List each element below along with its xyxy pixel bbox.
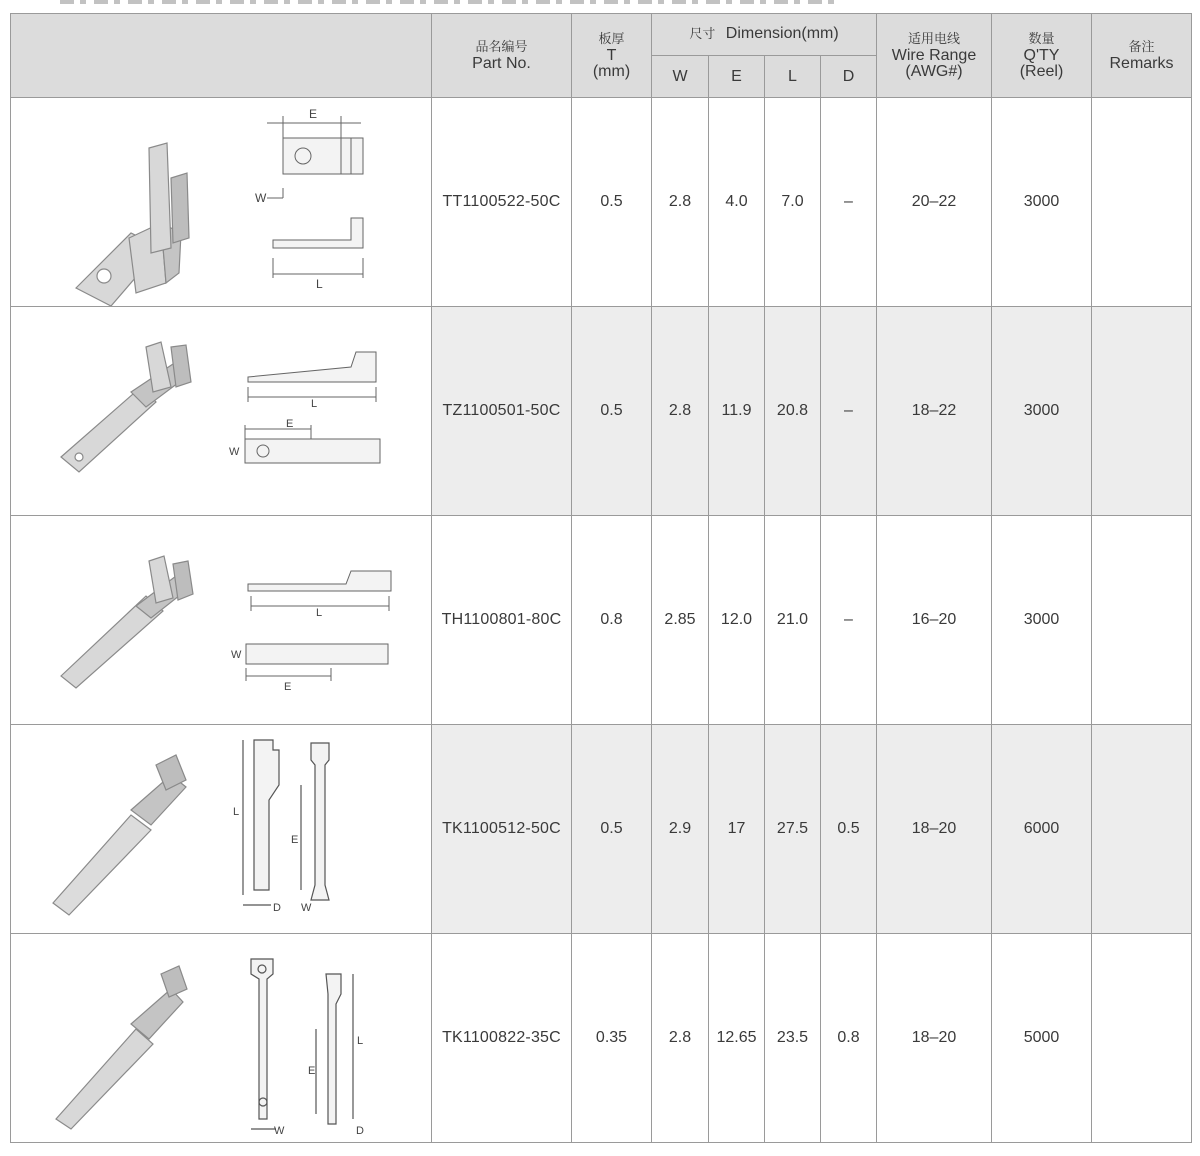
dimension-header — [652, 14, 877, 56]
remarks-value — [1092, 98, 1192, 307]
terminal-drawing-cell — [11, 725, 432, 934]
dim-d-header: D — [821, 56, 877, 98]
label-d: D — [356, 1125, 364, 1137]
label-l: L — [357, 1035, 364, 1047]
remarks-value — [1092, 725, 1192, 934]
wire-range-header-en: Wire Range — [891, 46, 977, 64]
dim-w-value: 2.9 — [652, 725, 709, 934]
terminal-drawing-cell — [11, 98, 432, 307]
thickness-value: 0.5 — [572, 307, 652, 516]
label-e: E — [284, 681, 292, 693]
remarks-value — [1092, 307, 1192, 516]
part-number: TH1100801-80C — [432, 516, 572, 725]
part-no-header-zh: 品名编号 — [475, 39, 528, 55]
part-no-header — [432, 14, 572, 98]
thickness-value: 0.5 — [572, 98, 652, 307]
remarks-header-en: Remarks — [1109, 54, 1174, 72]
table-row — [11, 725, 1192, 934]
part-number: TT1100522-50C — [432, 98, 572, 307]
remarks-header — [1092, 14, 1192, 98]
label-e: E — [286, 418, 294, 430]
dim-l-value: 23.5 — [765, 934, 821, 1143]
label-w: W — [301, 902, 312, 914]
label-w: W — [229, 446, 240, 458]
label-e: E — [309, 107, 318, 121]
terminal-drawing — [11, 98, 432, 306]
label-l: L — [316, 277, 323, 291]
wire-range-header-unit: (AWG#) — [905, 62, 963, 80]
thickness-header — [572, 14, 652, 98]
thickness-header-zh: 板厚 — [598, 31, 625, 47]
label-d: D — [273, 902, 281, 914]
wire-range-value: 18–20 — [877, 934, 992, 1143]
label-l: L — [233, 806, 240, 818]
thickness-value: 0.8 — [572, 516, 652, 725]
terminal-spec-table — [10, 13, 1192, 1143]
dim-l-value: 20.8 — [765, 307, 821, 516]
wire-range-value: 18–20 — [877, 725, 992, 934]
terminal-drawing-cell — [11, 934, 432, 1143]
thickness-header-symbol: T — [606, 46, 617, 64]
thickness-header-unit: (mm) — [592, 62, 631, 80]
qty-value: 3000 — [992, 307, 1092, 516]
dim-w-value: 2.8 — [652, 307, 709, 516]
wire-range-header — [877, 14, 992, 98]
wire-range-header-zh: 适用电线 — [907, 31, 960, 47]
terminal-drawing-cell — [11, 516, 432, 725]
dim-l-value: 27.5 — [765, 725, 821, 934]
dim-e-value: 17 — [709, 725, 765, 934]
dim-w-value: 2.8 — [652, 98, 709, 307]
table-row — [11, 307, 1192, 516]
dim-w-header: W — [652, 56, 709, 98]
remarks-value — [1092, 934, 1192, 1143]
dim-l-header: L — [765, 56, 821, 98]
image-header — [11, 14, 432, 98]
dimension-header-zh: 尺寸 — [689, 27, 716, 42]
part-number: TZ1100501-50C — [432, 307, 572, 516]
top-decoration-strip — [60, 0, 840, 4]
wire-range-value: 18–22 — [877, 307, 992, 516]
terminal-drawing — [11, 516, 432, 724]
dim-w-value: 2.85 — [652, 516, 709, 725]
dim-d-value: 0.5 — [821, 725, 877, 934]
dim-l-value: 7.0 — [765, 98, 821, 307]
dim-d-value: – — [821, 516, 877, 725]
qty-header — [992, 14, 1092, 98]
dim-e-header: E — [709, 56, 765, 98]
dim-d-value: – — [821, 98, 877, 307]
qty-header-unit: (Reel) — [1019, 62, 1064, 80]
qty-value: 6000 — [992, 725, 1092, 934]
wire-range-value: 20–22 — [877, 98, 992, 307]
terminal-drawing — [11, 725, 432, 933]
label-l: L — [316, 607, 323, 619]
qty-value: 3000 — [992, 516, 1092, 725]
terminal-drawing — [11, 307, 432, 515]
label-e: E — [308, 1065, 316, 1077]
dim-d-value: – — [821, 307, 877, 516]
remarks-value — [1092, 516, 1192, 725]
dim-d-value: 0.8 — [821, 934, 877, 1143]
part-no-header-en: Part No. — [472, 54, 531, 72]
part-number: TK1100822-35C — [432, 934, 572, 1143]
part-number: TK1100512-50C — [432, 725, 572, 934]
label-w: W — [231, 649, 242, 661]
qty-header-zh: 数量 — [1028, 31, 1055, 47]
terminal-drawing-cell — [11, 307, 432, 516]
remarks-header-zh: 备注 — [1128, 39, 1155, 55]
terminal-drawing — [11, 934, 432, 1142]
thickness-value: 0.5 — [572, 725, 652, 934]
table-row — [11, 934, 1192, 1143]
thickness-value: 0.35 — [572, 934, 652, 1143]
label-l: L — [311, 398, 318, 410]
label-e: E — [291, 834, 299, 846]
qty-header-en: Q'TY — [1023, 46, 1060, 64]
dim-w-value: 2.8 — [652, 934, 709, 1143]
label-w: W — [274, 1125, 285, 1137]
table-row — [11, 516, 1192, 725]
label-w: W — [255, 191, 267, 205]
dim-e-value: 12.0 — [709, 516, 765, 725]
qty-value: 3000 — [992, 98, 1092, 307]
dimension-header-en: Dimension(mm) — [725, 25, 839, 42]
dim-l-value: 21.0 — [765, 516, 821, 725]
wire-range-value: 16–20 — [877, 516, 992, 725]
dim-e-value: 12.65 — [709, 934, 765, 1143]
dim-e-value: 11.9 — [709, 307, 765, 516]
dim-e-value: 4.0 — [709, 98, 765, 307]
qty-value: 5000 — [992, 934, 1092, 1143]
table-row — [11, 98, 1192, 307]
